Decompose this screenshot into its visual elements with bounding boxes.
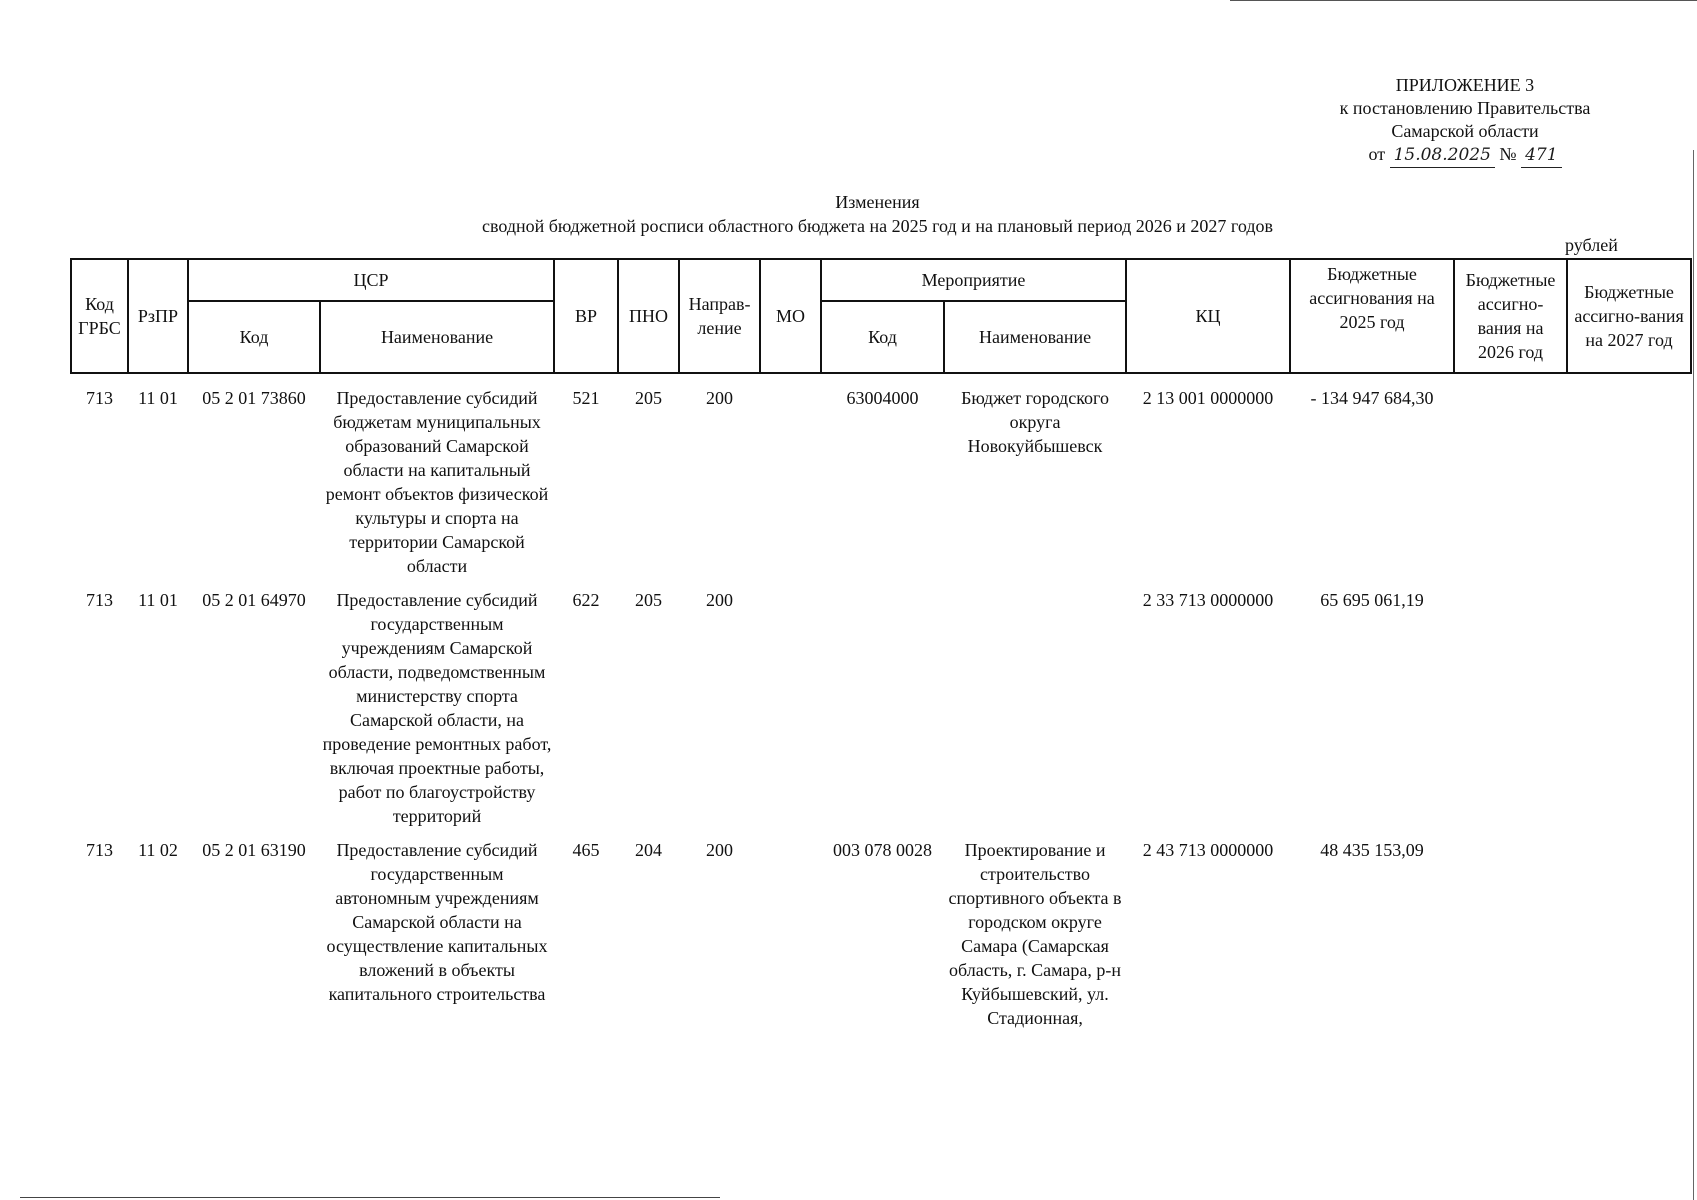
table-body	[71, 373, 1691, 1034]
appendix-line-2: Самарской области	[1391, 121, 1539, 141]
cell-vr: 622	[572, 590, 600, 610]
handwritten-date: 15.08.2025	[1390, 144, 1495, 168]
title-line-1: Изменения	[835, 192, 920, 212]
header-mo: МО	[760, 259, 821, 373]
cell-mo	[760, 582, 821, 832]
cell-direction: 200	[706, 840, 734, 860]
date-prefix: от	[1368, 144, 1386, 164]
scan-edge-right	[1693, 150, 1694, 1200]
cell-csr-code: 05 2 01 64970	[202, 590, 306, 610]
cell-kc: 2 33 713 0000000	[1142, 590, 1274, 610]
number-prefix: №	[1499, 144, 1517, 164]
cell-csr-name: Предоставление субсидий государственным учреждениям Самарской области, подведомственным министерству спорта Самарской области, на проведение ремонтных работ, включая проектные работы, работ по благоустройству территорий	[322, 590, 552, 826]
header-event-code: Код	[821, 301, 944, 373]
header-vr: ВР	[554, 259, 618, 373]
header-budget-2025: Бюджетные ассигнования на 2025 год	[1290, 259, 1454, 373]
cell-rzpr: 11 02	[138, 840, 178, 860]
cell-event-name: Бюджет городского округа Новокуйбышевск	[961, 388, 1109, 456]
header-event: Мероприятие	[821, 259, 1126, 301]
cell-event-code: 63004000	[846, 388, 919, 408]
cell-event-name	[944, 582, 1126, 832]
cell-mo	[760, 373, 821, 582]
cell-kc: 2 13 001 0000000	[1142, 388, 1274, 408]
cell-pno: 205	[635, 388, 663, 408]
cell-direction: 200	[706, 388, 734, 408]
cell-pno: 204	[635, 840, 663, 860]
header-csr: ЦСР	[188, 259, 554, 301]
cell-event-code: 003 078 0028	[833, 840, 933, 860]
cell-budget-2026	[1454, 582, 1567, 832]
header-pno: ПНО	[618, 259, 679, 373]
cell-budget-2027	[1567, 373, 1691, 582]
cell-budget-2025: 65 695 061,19	[1320, 590, 1424, 610]
cell-budget-2025: - 134 947 684,30	[1310, 388, 1434, 408]
appendix-date-line	[1280, 143, 1650, 168]
document-title	[0, 190, 1697, 238]
header-rzpr: РзПР	[128, 259, 188, 373]
cell-budget-2025: 48 435 153,09	[1320, 840, 1424, 860]
scan-edge-bottom	[20, 1197, 720, 1198]
header-direction: Направ-ление	[679, 259, 760, 373]
budget-table	[70, 258, 1692, 1034]
cell-event-code	[821, 582, 944, 832]
cell-csr-name: Предоставление субсидий государственным автономным учреждениям Самарской области на осуществление капитальных вложений в объекты капитального строительства	[326, 840, 548, 1004]
appendix-title: ПРИЛОЖЕНИЕ 3	[1395, 75, 1535, 95]
cell-vr: 521	[572, 388, 600, 408]
cell-csr-code: 05 2 01 63190	[202, 840, 306, 860]
cell-grbs: 713	[86, 840, 113, 860]
handwritten-number: 471	[1521, 144, 1561, 168]
cell-csr-name: Предоставление субсидий бюджетам муниципальных образований Самарской области на капитальный ремонт объектов физической культуры и спорта на территории Самарской области	[325, 388, 549, 576]
cell-budget-2026	[1454, 832, 1567, 1034]
header-kc: КЦ	[1126, 259, 1290, 373]
cell-mo	[760, 832, 821, 1034]
cell-kc: 2 43 713 0000000	[1142, 840, 1274, 860]
cell-grbs: 713	[86, 388, 113, 408]
table-row	[71, 373, 1691, 582]
header-csr-name: Наименование	[320, 301, 554, 373]
cell-csr-code: 05 2 01 73860	[202, 388, 306, 408]
unit-label: рублей	[1565, 235, 1618, 255]
header-budget-2026: Бюджетные ассигно-вания на 2026 год	[1454, 259, 1567, 373]
table-row	[71, 832, 1691, 1034]
cell-rzpr: 11 01	[138, 590, 178, 610]
header-csr-code: Код	[188, 301, 320, 373]
cell-budget-2026	[1454, 373, 1567, 582]
cell-budget-2027	[1567, 832, 1691, 1034]
appendix-line-1: к постановлению Правительства	[1339, 98, 1591, 118]
cell-vr: 465	[572, 840, 600, 860]
cell-direction: 200	[706, 590, 734, 610]
cell-rzpr: 11 01	[138, 388, 178, 408]
header-event-name: Наименование	[944, 301, 1126, 373]
table-row	[71, 582, 1691, 832]
header-grbs: Код ГРБС	[71, 259, 128, 373]
appendix-header	[1280, 74, 1650, 168]
cell-budget-2027	[1567, 582, 1691, 832]
header-budget-2027: Бюджетные ассигно-вания на 2027 год	[1567, 259, 1691, 373]
scan-edge-top	[1230, 0, 1697, 1]
cell-event-name: Проектирование и строительство спортивного объекта в городском округе Самара (Самарская область, г. Самара, р-н Куйбышевский, ул. Стадионная,	[948, 840, 1122, 1028]
title-line-2: сводной бюджетной росписи областного бюджета на 2025 год и на плановый период 2026 и 2027 годов	[482, 216, 1273, 236]
cell-grbs: 713	[86, 590, 113, 610]
cell-pno: 205	[635, 590, 663, 610]
table-header	[71, 259, 1691, 373]
